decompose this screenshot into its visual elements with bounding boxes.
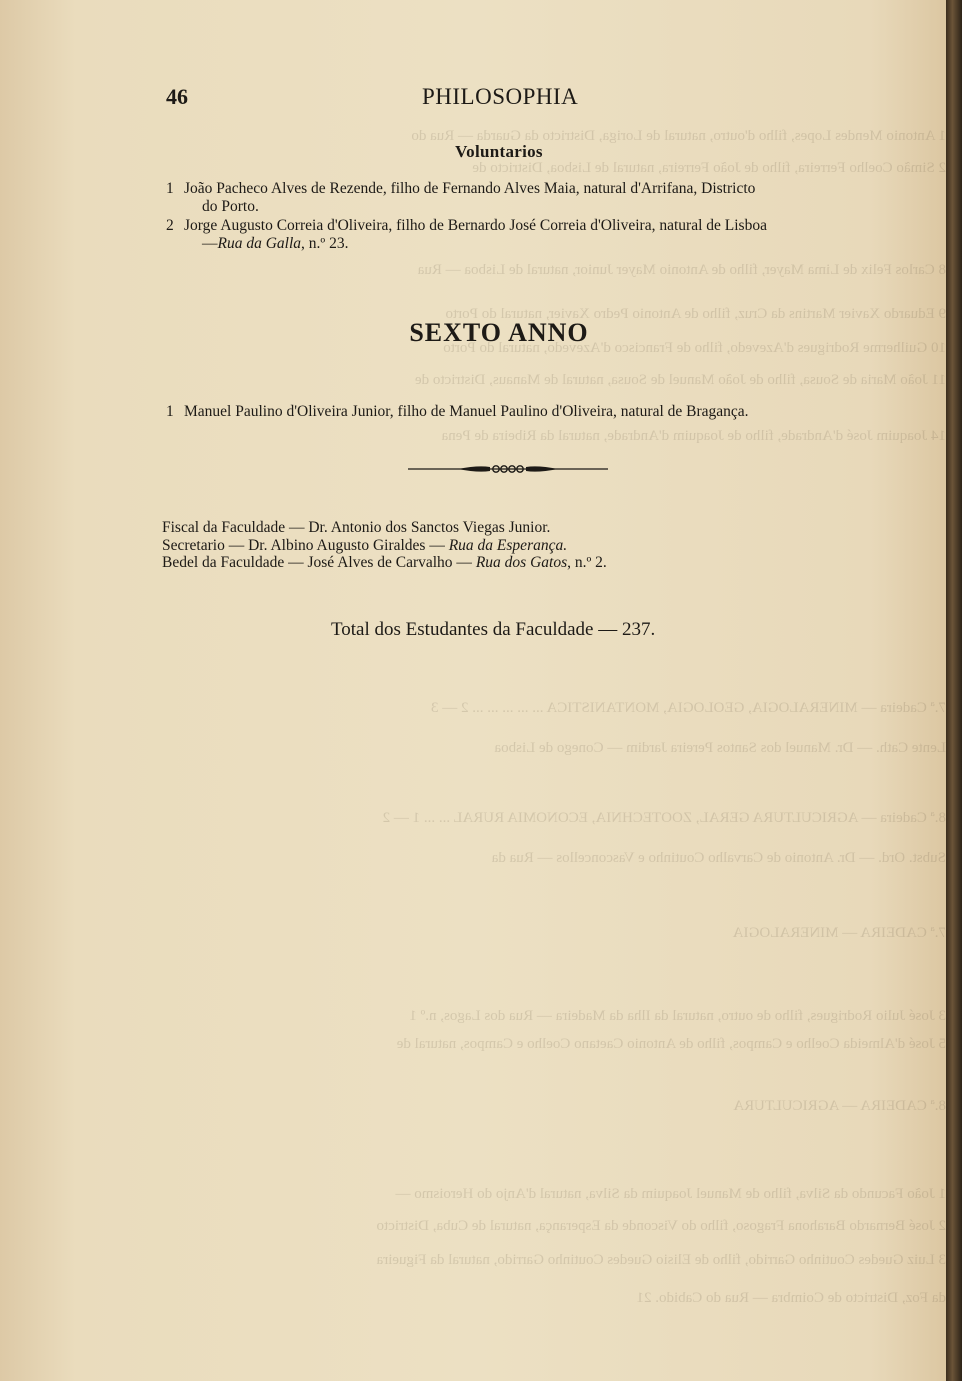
entry-number: 1 bbox=[166, 403, 174, 420]
bleed-through-text: 5 José d'Almeida Coelho e Campos, filho de Antonio Caetano Coelho e Campos, natural de bbox=[396, 1036, 946, 1052]
secretario-address: Rua da Esperança. bbox=[448, 536, 568, 554]
bleed-through-text: 3 Luiz Guedes Coutinho Garrido, filho de Elisio Guedes Coutinho Garrido, natural da Figueira bbox=[376, 1252, 946, 1268]
entry-text: do Porto. bbox=[202, 198, 259, 215]
entry-text: João Pacheco Alves de Rezende, filho de Fernando Alves Maia, natural d'Arrifana, Districto bbox=[184, 180, 756, 197]
bleed-through-text: da Foz, Districto de Coimbra — Rua do Cabido. 21 bbox=[636, 1290, 946, 1306]
bedel-line bbox=[162, 554, 607, 572]
bleed-through-text: 8 Carlos Felix de Lima Mayer, filho de Antonio Mayer Junior, natural de Lisboa — Rua bbox=[417, 262, 946, 278]
bleed-through-text: 1 Antonio Mendes Lopes, filho d'outro, natural de Loriga, Districto da Guarda — Rua do bbox=[411, 128, 946, 144]
entry-text: , n.º 23. bbox=[301, 235, 349, 252]
entry-number: 1 bbox=[166, 180, 174, 197]
fiscal-line: Fiscal da Faculdade — Dr. Antonio dos Sanctos Viegas Junior. bbox=[162, 519, 551, 536]
bleed-through-text: 9 Eduardo Xavier Martins da Cruz, filho de Antonio Pedro Xavier, natural do Porto bbox=[445, 306, 946, 322]
entry-text: Jorge Augusto Correia d'Oliveira, filho de Bernardo José Correia d'Oliveira, natural de Lisboa bbox=[184, 217, 767, 234]
bedel-label: Bedel da Faculdade — José Alves de Carvalho — bbox=[162, 554, 476, 571]
bleed-through-text: Subst. Ord. — Dr. Antonio de Carvalho Coutinho e Vasconcellos — Rua da bbox=[491, 850, 946, 866]
book-edge bbox=[946, 0, 962, 1381]
sexto-anno-heading: SEXTO ANNO bbox=[409, 318, 589, 347]
entry-number: 2 bbox=[166, 217, 174, 234]
page-header bbox=[0, 84, 946, 114]
bleed-through-text: 14 Joaquim José d'Andrade, filho de Joaquim d'Andrade, natural da Ribeira de Pena bbox=[441, 428, 946, 444]
entry-address: Rua da Galla bbox=[217, 235, 302, 252]
secretario-label: Secretario — Dr. Albino Augusto Giraldes — bbox=[162, 536, 449, 554]
list-item bbox=[166, 180, 856, 216]
ornament-divider bbox=[408, 462, 608, 476]
entry-text: Manuel Paulino d'Oliveira Junior, filho de Manuel Paulino d'Oliveira, natural de Bragança. bbox=[184, 403, 749, 420]
bleed-through-text: 1 João Facundo da Silva, filho de Manuel Joaquim da Silva, natural d'Anjo do Heroismo — bbox=[395, 1186, 946, 1202]
voluntarios-heading: Voluntarios bbox=[455, 142, 543, 161]
bleed-through-text: Lente Cath. — Dr. Manuel dos Santos Pereira Jardim — Conego de Lisboa bbox=[494, 740, 946, 756]
entry-dash: — bbox=[202, 235, 218, 252]
bleed-through-text: 8.ª CADEIRA — AGRICULTURA bbox=[733, 1098, 946, 1114]
secretario-line bbox=[162, 537, 607, 555]
faculty-officials bbox=[162, 519, 607, 572]
total-students: Total dos Estudantes da Faculdade — 237. bbox=[331, 619, 656, 640]
list-item bbox=[166, 217, 856, 253]
bleed-through-text: 2 José Bernardo Barahona Fragoso, filho do Visconde da Esperança, natural de Cuba, Districto bbox=[376, 1218, 946, 1234]
bedel-tail: , n.º 2. bbox=[567, 554, 607, 571]
list-item bbox=[166, 403, 856, 421]
bleed-through-text: 11 João Maria de Sousa, filho de João Manuel de Sousa, natural de Manaus, Districto de bbox=[415, 372, 946, 388]
page-number: 46 bbox=[166, 84, 188, 109]
bleed-through-text: 8.ª Cadeira — AGRICULTURA GERAL, ZOOTECHNIA, ECONOMIA RURAL ... ... 1 — 2 bbox=[382, 810, 946, 826]
bedel-address: Rua dos Gatos bbox=[475, 554, 568, 571]
bleed-through-text: 10 Guilherme Rodrigues d'Azevedo, filho de Francisco d'Azevedo, natural do Porto bbox=[443, 340, 946, 356]
bleed-through-text: 7.ª CADEIRA — MINERALOGIA bbox=[732, 925, 946, 941]
bleed-through-text: 2 Simão Coelho Ferreira, filho de João Ferreira, natural de Lisboa, Districto de bbox=[472, 160, 946, 176]
running-title: PHILOSOPHIA bbox=[422, 84, 579, 109]
bleed-through-text: 7.ª Cadeira — MINERALOGIA, GEOLOGIA, MONTANISTICA ... ... ... ... ... 2 — 3 bbox=[431, 700, 946, 716]
bleed-through-text: 3 José Julio Rodrigues, filho de outro, natural da Ilha da Madeira — Rua dos Lagos, n.º 1 bbox=[409, 1008, 946, 1024]
